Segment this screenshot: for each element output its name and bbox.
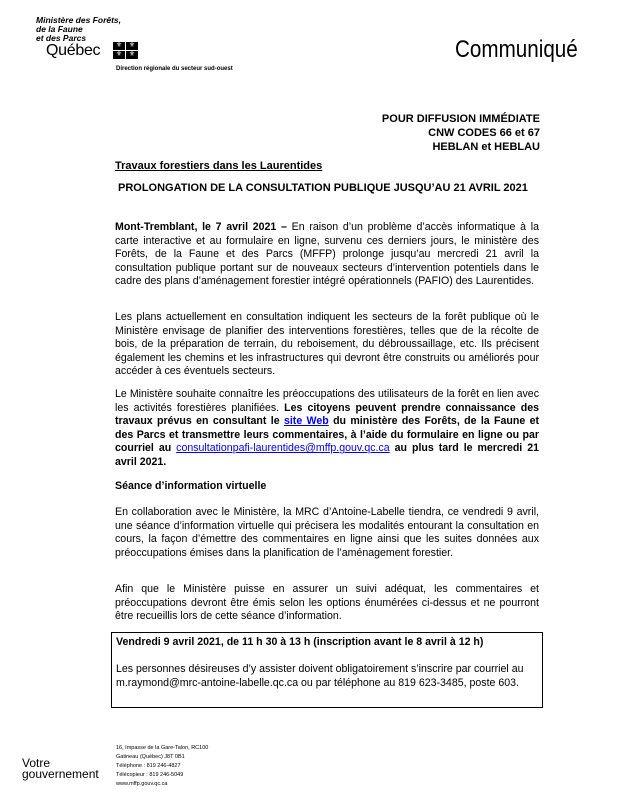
votre-line: gouvernement — [22, 767, 99, 781]
ministry-line: de la Faune — [36, 24, 83, 34]
seance-title: Séance d’information virtuelle — [115, 480, 267, 492]
event-registration: Les personnes désireuses d’y assister doivent obligatoirement s’inscrire par courriel au m.raymond@mrc-antoine-labelle.qc.ca ou par téléphone au 819 623-3485, poste 603. — [116, 663, 524, 689]
paragraph-1-text: En raison d’un problème d’accès informatique à la carte interactive et au formulaire en ligne, survenu ces derniers jours, le ministère des Forêts, de la Faune et des Parcs (MFFP) prolonge jusqu’au mercredi 21 avril la consultation publique portant sur de nouveaux secteurs d’intervention potentiels dans le cadre des plans d’aménagement forestier intégré opérationnels (PAFIO) des Laurentides. — [115, 221, 539, 288]
paragraph-3 — [115, 388, 539, 470]
email-link[interactable]: consultationpafi-laurentides@mffp.gouv.qc.ca — [176, 442, 390, 455]
diffusion-block — [382, 112, 540, 154]
ministry-name — [36, 16, 121, 43]
direction-regionale: Direction régionale du secteur sud-ouest — [116, 66, 233, 72]
quebec-flag-logo — [113, 42, 138, 59]
quebec-wordmark: Québec — [46, 42, 101, 59]
paragraph-2: Les plans actuellement en consultation indiquent les secteurs de la forêt publique où le Ministère envisage de planifier des interventions forestières, telles que de la récolte de bois, de la préparation de terrain, du reboisement, du débroussaillage, etc. Ils précisent également les chemins et les infrastructures qui devront être construits ou améliorés pour accéder à ces éventuels secteurs. — [115, 311, 539, 378]
address-line: www.mffp.gouv.qc.ca — [116, 781, 168, 787]
fleur-de-lis-icon: ⚜ — [126, 51, 138, 59]
document-title: Travaux forestiers dans les Laurentides — [115, 160, 323, 172]
site-web-link[interactable]: site Web — [283, 415, 329, 428]
dateline: Mont-Tremblant, le 7 avril 2021 – — [115, 221, 287, 233]
paragraph-3-d: au plus tard le mercredi 21 avril 2021. — [115, 442, 540, 468]
address-line: Gatineau (Québec) J8T 0B1 — [116, 754, 185, 760]
paragraph-3-b: Les citoyens peuvent prendre connaissance des travaux prévus en consultant le — [115, 401, 539, 428]
fleur-de-lis-icon: ⚜ — [126, 42, 138, 50]
document-heading: PROLONGATION DE LA CONSULTATION PUBLIQUE JUSQU’AU 21 AVRIL 2021 — [118, 182, 528, 194]
diffusion-line: HEBLAN et HEBLAU — [432, 141, 540, 153]
address-line: Télécopieur : 819 246-5049 — [116, 772, 184, 778]
diffusion-line: POUR DIFFUSION IMMÉDIATE — [381, 113, 540, 125]
footer-address — [116, 744, 208, 789]
ministry-line: Ministère des Forêts, — [36, 15, 122, 25]
paragraph-3-c: du ministère des Forêts, de la Faune et des Parcs et transmettre leurs commentaires, à l’aide du formulaire en ligne ou par courriel au — [115, 415, 539, 455]
fleur-de-lis-icon: ⚜ — [113, 51, 125, 59]
votre-gouvernement-logo — [22, 758, 99, 780]
fleur-de-lis-icon: ⚜ — [113, 42, 125, 50]
paragraph-4: En collaboration avec le Ministère, la MRC d’Antoine-Labelle tiendra, ce vendredi 9 avril, une séance d’information virtuelle qui précisera les modalités entourant la consultation en cours, la façon d’émettre des commentaires en ligne ainsi que les suites données aux préoccupations émises dans la planification de l’aménagement forestier. — [115, 506, 539, 559]
event-date: Vendredi 9 avril 2021, de 11 h 30 à 13 h (inscription avant le 8 avril à 12 h) — [116, 636, 484, 648]
votre-line: Votre — [22, 756, 51, 770]
communique-title: Communiqué — [455, 36, 578, 63]
paragraph-3-a: Le Ministère souhaite connaître les préoccupations des utilisateurs de la forêt en lien avec les activités forestières planifiées. — [115, 388, 539, 414]
diffusion-line: CNW CODES 66 et 67 — [428, 127, 540, 139]
address-line: 16, Impasse de la Gare-Talon, RC100 — [116, 745, 209, 751]
ministry-line: et des Parcs — [36, 33, 87, 43]
address-line: Téléphone : 819 246-4827 — [116, 763, 181, 769]
event-box — [111, 632, 543, 708]
paragraph-5: Afin que le Ministère puisse en assurer un suivi adéquat, les commentaires et préoccupations devront être émis selon les options énumérées ci-dessus et ne pourront être recueillis lors de cette séance d’information. — [115, 583, 539, 623]
paragraph-1 — [115, 221, 539, 289]
